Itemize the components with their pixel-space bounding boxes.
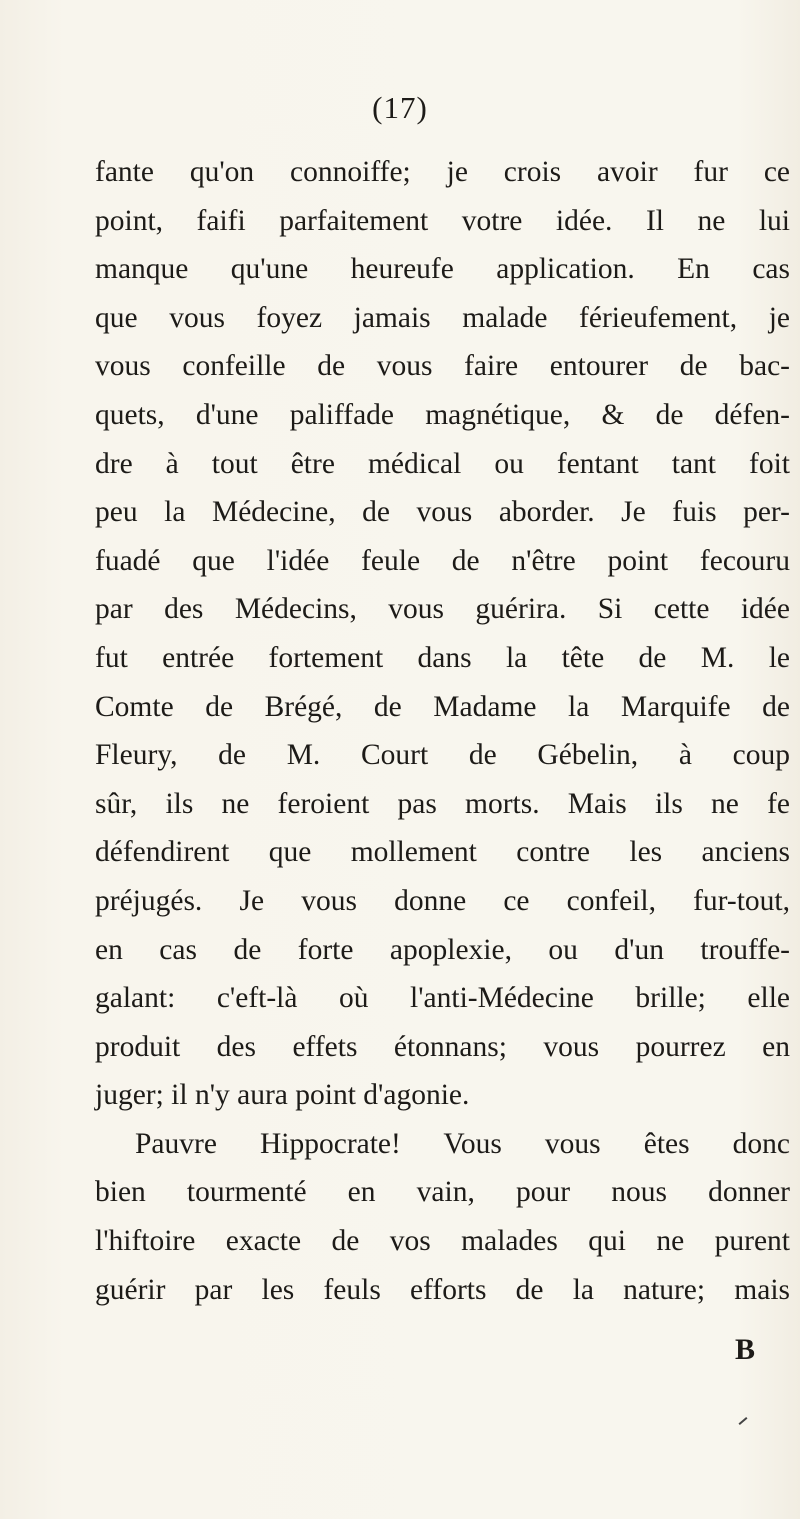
text-line: fut entrée fortement dans la tête de M. le — [95, 641, 790, 674]
ink-speck — [739, 1417, 748, 1425]
text-line: vous confeille de vous faire entourer de bac- — [95, 350, 790, 383]
text-line: bien tourmenté en vain, pour nous donner — [95, 1176, 790, 1209]
text-line: quets, d'une paliffade magnétique, & de défen- — [95, 398, 790, 431]
text-line: l'hiftoire exacte de vos malades qui ne purent — [95, 1225, 790, 1258]
page-number: (17) — [372, 90, 428, 125]
text-line: que vous foyez jamais malade férieufement, je — [95, 301, 790, 334]
signature-mark: B — [735, 1333, 756, 1366]
body-text — [95, 148, 790, 1314]
text-line: défendirent que mollement contre les anciens — [95, 836, 790, 869]
text-line: Fleury, de M. Court de Gébelin, à coup — [95, 739, 790, 772]
text-line: produit des effets étonnans; vous pourrez en — [95, 1030, 790, 1063]
text-line: point, faifi parfaitement votre idée. Il ne lui — [95, 204, 790, 237]
text-line: par des Médecins, vous guérira. Si cette idée — [95, 593, 790, 626]
text-line: fuadé que l'idée feule de n'être point fecouru — [95, 544, 790, 577]
text-line: juger; il n'y aura point d'agonie. — [95, 1079, 470, 1112]
text-line: préjugés. Je vous donne ce confeil, fur-tout, — [95, 884, 790, 917]
text-line: sûr, ils ne feroient pas morts. Mais ils ne fe — [95, 787, 790, 820]
text-line: guérir par les feuls efforts de la nature; mais — [95, 1273, 790, 1306]
text-line: galant: c'eft-là où l'anti-Médecine brille; elle — [95, 982, 790, 1015]
text-line: fante qu'on connoiffe; je crois avoir fur ce — [95, 156, 790, 188]
text-line: manque qu'une heureufe application. En cas — [95, 253, 790, 286]
text-line: dre à tout être médical ou fentant tant foit — [95, 447, 790, 480]
text-line: Comte de Brégé, de Madame la Marquife de — [95, 690, 790, 723]
text-line: peu la Médecine, de vous aborder. Je fuis per- — [95, 496, 790, 529]
text-line: en cas de forte apoplexie, ou d'un trouffe- — [95, 933, 790, 966]
text-line: Pauvre Hippocrate! Vous vous êtes donc — [135, 1127, 790, 1160]
